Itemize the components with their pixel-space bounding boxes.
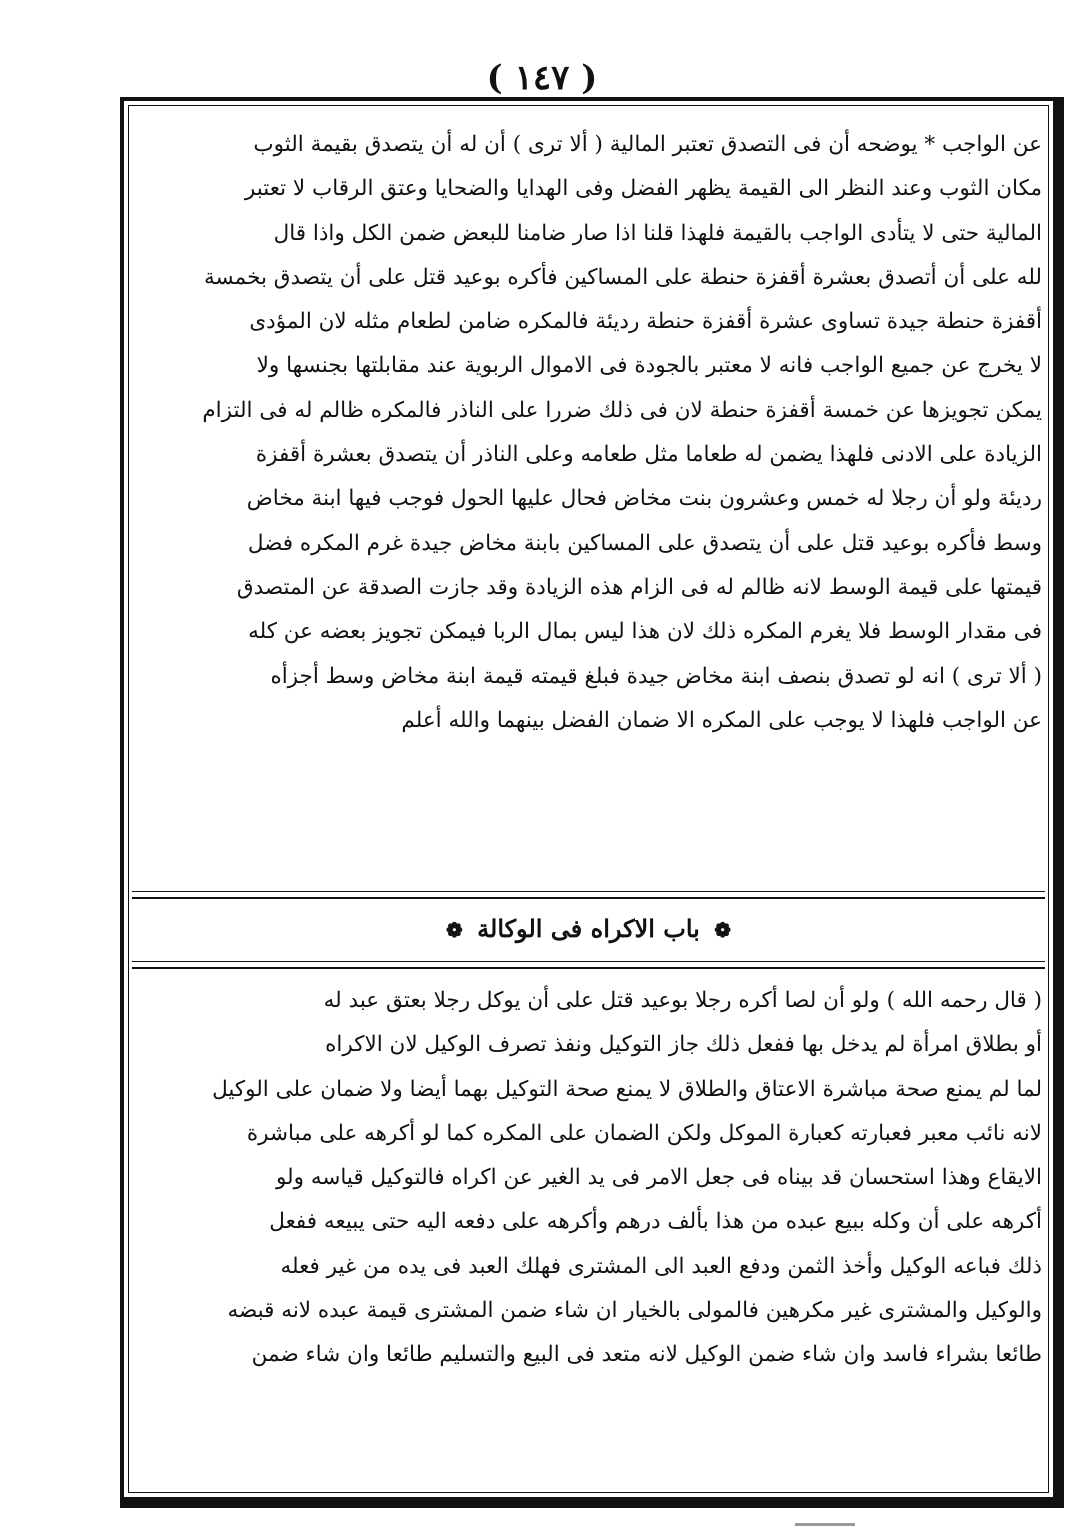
text-line: قيمتها على قيمة الوسط لانه ظالم له فى الزام هذه الزيادة وقد جازت الصدقة عن المتصدق	[236, 574, 1042, 600]
text-line: ذلك فباعه الوكيل وأخذ الثمن ودفع العبد الى المشترى فهلك العبد فى يده من غير فعله	[280, 1253, 1042, 1279]
text-line: أقفزة حنطة جيدة تساوى عشرة أقفزة حنطة رديئة فالمكره ضامن لطعام مثله لان المؤدى	[249, 309, 1042, 335]
divider-rule	[132, 967, 1045, 969]
text-line: لله على أن أتصدق بعشرة أقفزة حنطة على المساكين فأكره بوعيد قتل على أن يتصدق بخمسة	[203, 264, 1042, 290]
scan-mark	[795, 1523, 855, 1526]
ornament-icon: ❁	[714, 918, 731, 942]
bottom-text-section	[142, 979, 1042, 1378]
chapter-title: باب الاكراه فى الوكالة	[477, 914, 700, 943]
text-line: فى مقدار الوسط فلا يغرم المكره ذلك لان هذا ليس بمال الربا فيمكن تجويز بعضه عن كله	[248, 619, 1042, 645]
page-number: ( ١٤٧ )	[486, 58, 598, 98]
divider-rule	[132, 961, 1045, 962]
divider-rule	[132, 891, 1045, 892]
text-line: أكرهه على أن وكله ببيع عبده من هذا بألف درهم وأكرهه على دفعه اليه حتى يبيعه ففعل	[269, 1209, 1042, 1235]
page-frame	[120, 97, 1064, 1508]
text-line: أو بطلاق امرأة لم يدخل بها ففعل ذلك جاز التوكيل ونفذ تصرف الوكيل لان الاكراه	[325, 1032, 1042, 1058]
text-line: لانه نائب معبر فعبارته كعبارة الموكل ولكن الضمان على المكره كما لو أكرهه على مباشرة	[246, 1120, 1042, 1146]
top-text-section	[142, 123, 1042, 743]
chapter-heading	[124, 906, 1053, 952]
text-line: الايقاع وهذا استحسان قد بيناه فى جعل الامر فى يد الغير عن اكراه فالتوكيل قياسه ولو	[275, 1165, 1042, 1191]
text-line: وسط فأكره بوعيد قتل على أن يتصدق على المساكين بابنة مخاض جيدة غرم المكره فضل	[247, 530, 1042, 556]
text-line: عن الواجب فلهذا لا يوجب على المكره الا ضمان الفضل بينهما والله أعلم	[401, 707, 1042, 733]
text-line: عن الواجب * يوضحه أن فى التصدق تعتبر المالية ( ألا ترى ) أن له أن يتصدق بقيمة الثوب	[253, 132, 1042, 157]
ornament-icon: ❁	[446, 918, 463, 942]
text-line: لا يخرج عن جميع الواجب فانه لا معتبر بالجودة فى الاموال الربوية عند مقابلتها بجنسها ولا	[256, 353, 1042, 379]
text-line: مكان الثوب وعند النظر الى القيمة يظهر الفضل وفى الهدايا والضحايا وعتق الرقاب لا تعتبر	[244, 176, 1042, 202]
divider-rule	[132, 897, 1045, 899]
text-line: يمكن تجويزها عن خمسة أقفزة حنطة لان فى ذلك ضررا على الناذر فالمكره ظالم له فى التزام	[202, 397, 1042, 423]
text-line: المالية حتى لا يتأدى الواجب بالقيمة فلهذا قلنا اذا صار ضامنا للبعض ضمن الكل واذا قال	[273, 220, 1042, 246]
text-line: لما لم يمنع صحة مباشرة الاعتاق والطلاق لا يمنع صحة التوكيل بهما أيضا ولا ضمان على الوكيل	[212, 1076, 1042, 1102]
text-line: الزيادة على الادنى فلهذا يضمن له طعاما مثل طعامه وعلى الناذر أن يتصدق بعشرة أقفزة	[255, 442, 1042, 468]
text-line: ( قال رحمه الله ) ولو أن لصا أكره رجلا بوعيد قتل على أن يوكل رجلا بعتق عبد له	[323, 988, 1042, 1013]
text-line: والوكيل والمشترى غير مكرهين فالمولى بالخيار ان شاء ضمن المشترى قيمة عبده لانه قبضه	[227, 1298, 1042, 1324]
text-line: ( ألا ترى ) انه لو تصدق بنصف ابنة مخاض جيدة فبلغ قيمته قيمة ابنة مخاض وسط أجزأه	[270, 663, 1042, 689]
text-line: طائعا بشراء فاسد وان شاء ضمن الوكيل لانه متعد فى البيع والتسليم طائعا وان شاء ضمن	[251, 1342, 1042, 1368]
text-line: رديئة ولو أن رجلا له خمس وعشرون بنت مخاض فحال عليها الحول فوجب فيها ابنة مخاض	[246, 486, 1042, 512]
